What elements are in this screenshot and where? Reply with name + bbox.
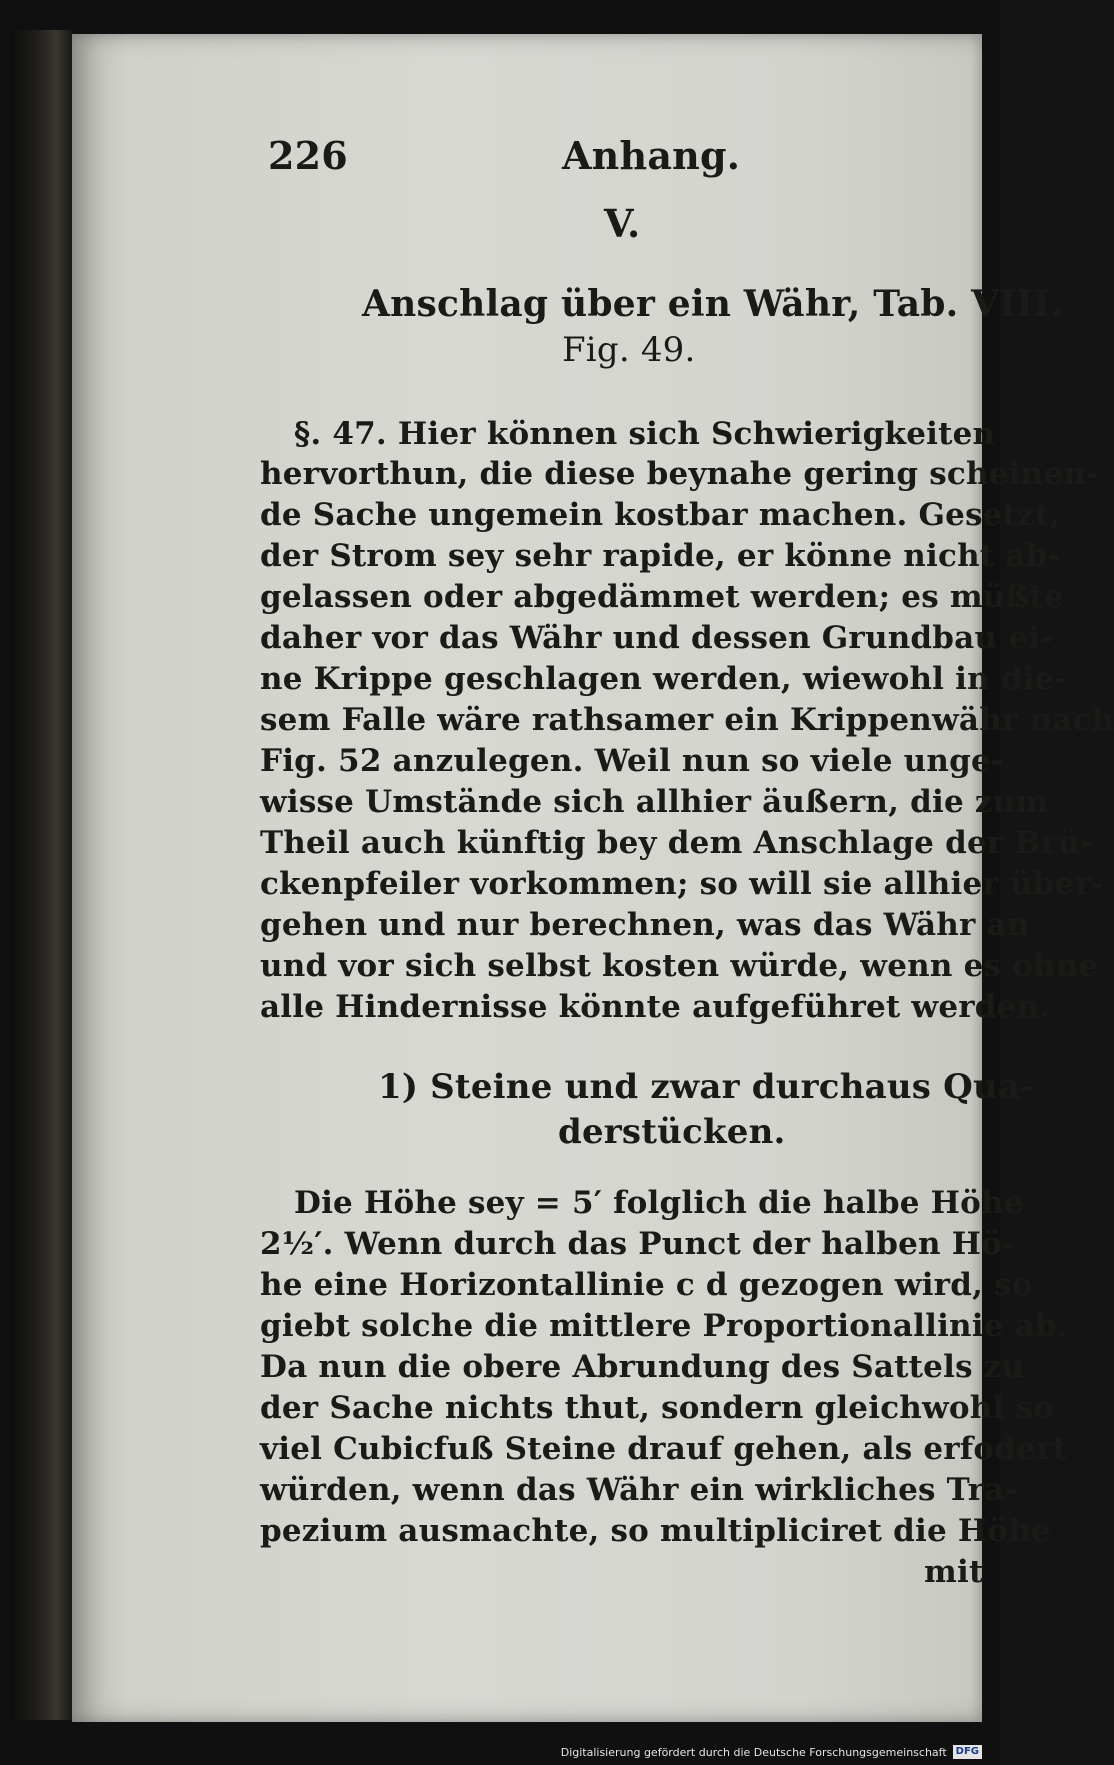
text-line: gelassen oder abgedämmet werden; es müßte [260,579,1064,615]
text-line: der Strom sey sehr rapide, er könne nicht ab- [260,538,1061,574]
catchword: mit [924,1554,984,1590]
text-line: Theil auch künftig bey dem Anschlage der Brü- [260,825,1094,861]
text-line: ne Krippe geschlagen werden, wiewohl in die- [260,661,1068,697]
text-line: würden, wenn das Währ ein wirkliches Tra- [260,1472,1018,1508]
section-number: V. [604,201,641,246]
text-line: alle Hindernisse könnte aufgeführet werden. [260,989,1051,1025]
text-line: daher vor das Währ und dessen Grundbau ei- [260,620,1054,656]
running-head: Anhang. [562,133,741,178]
dfg-logo-icon: DFG [953,1745,982,1759]
text-line: Die Höhe sey = 5′ folglich die halbe Höhe [294,1185,1024,1221]
text-line: Da nun die obere Abrundung des Sattels zu [260,1349,1025,1385]
page-number: 226 [268,133,348,178]
text-line: he eine Horizontallinie c d gezogen wird, so [260,1267,1033,1303]
book-spine [10,30,72,1720]
section-heading: Anschlag über ein Währ, Tab. VIII. [362,283,1064,325]
footer-credit: Digitalisierung gefördert durch die Deutsche Forschungsgemeinschaft [560,1745,947,1759]
sub-heading-continuation: derstücken. [558,1112,786,1152]
text-line: 2½′. Wenn durch das Punct der halben Hö- [260,1226,1016,1262]
text-line: und vor sich selbst kosten würde, wenn es ohne [260,948,1099,984]
text-line: Fig. 52 anzulegen. Weil nun so viele unge- [260,743,1004,779]
text-line: sem Falle wäre rathsamer ein Krippenwähr nach [260,702,1114,738]
text-line: gehen und nur berechnen, was das Währ an [260,907,1030,943]
text-line: de Sache ungemein kostbar machen. Gesetzt, [260,497,1061,533]
text-line: viel Cubicfuß Steine drauf gehen, als erfodert [260,1431,1068,1467]
digitization-footer [561,1743,982,1761]
text-line: der Sache nichts thut, sondern gleichwohl so [260,1390,1055,1426]
book-page [72,34,1114,1722]
text-line: §. 47. Hier können sich Schwierigkeiten [294,416,996,452]
section-heading-figure: Fig. 49. [562,330,696,370]
text-line: pezium ausmachte, so multipliciret die Höhe [260,1513,1051,1549]
text-line: wisse Umstände sich allhier äußern, die zum [260,784,1049,820]
text-line: hervorthun, die diese beynahe gering scheinen- [260,456,1100,492]
text-line: ckenpfeiler vorkommen; so will sie allhier über- [260,866,1105,902]
sub-heading: 1) Steine und zwar durchaus Qua- [378,1067,1035,1107]
text-line: giebt solche die mittlere Proportionallinie ab. [260,1308,1068,1344]
